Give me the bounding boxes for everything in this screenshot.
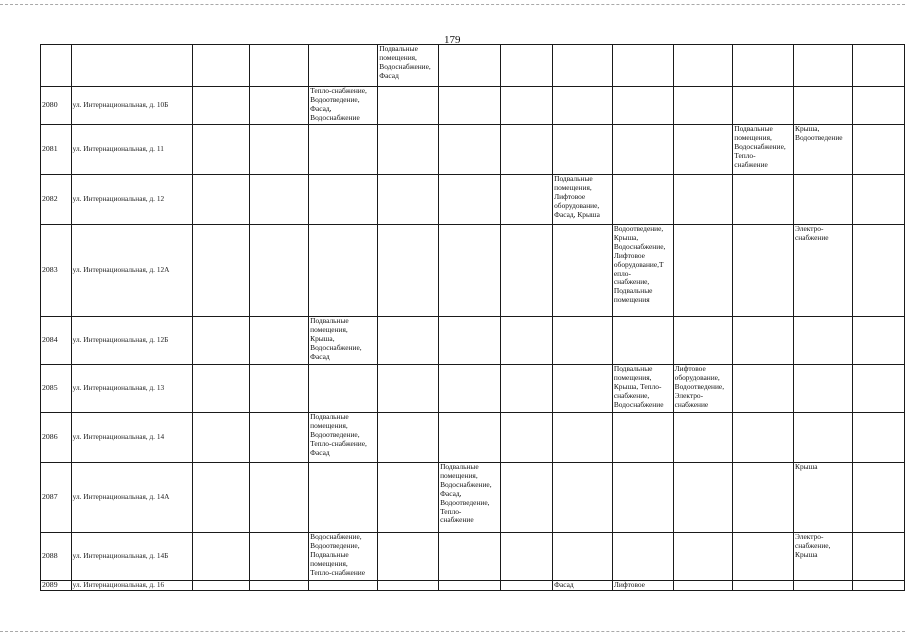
- work-type-cell: [250, 87, 309, 125]
- work-type-cell: [553, 463, 613, 533]
- work-type-cell: [193, 463, 250, 533]
- work-type-cell: [500, 87, 552, 125]
- work-type-cell: Крыша, Водоотведение: [794, 125, 853, 175]
- work-type-cell: [612, 87, 673, 125]
- work-type-cell: [193, 225, 250, 317]
- work-type-cell: Крыша: [794, 463, 853, 533]
- work-type-cell: [853, 533, 905, 581]
- address-cell: ул. Интернациональная, д. 12Б: [71, 317, 193, 365]
- work-type-cell: [733, 463, 794, 533]
- work-type-cell: [553, 225, 613, 317]
- work-type-cell: [500, 533, 552, 581]
- address-cell: ул. Интернациональная, д. 12: [71, 175, 193, 225]
- work-type-cell: [250, 463, 309, 533]
- work-type-cell: Электро- снабжение, Крыша: [794, 533, 853, 581]
- work-type-cell: [853, 87, 905, 125]
- work-type-cell: [853, 175, 905, 225]
- work-type-cell: [193, 365, 250, 413]
- work-type-cell: [853, 317, 905, 365]
- address-cell: ул. Интернациональная, д. 12А: [71, 225, 193, 317]
- work-type-cell: [612, 45, 673, 87]
- page-number: 179: [444, 34, 461, 46]
- table-row: [41, 175, 905, 225]
- work-type-cell: [794, 317, 853, 365]
- work-type-cell: [309, 175, 378, 225]
- work-type-cell: Подвальные помещения, Крыша, Водоснабжение, Фасад: [309, 317, 378, 365]
- table-row: [41, 125, 905, 175]
- work-type-cell: [500, 45, 552, 87]
- work-type-cell: [439, 317, 501, 365]
- work-type-cell: [309, 225, 378, 317]
- work-type-cell: [378, 317, 439, 365]
- work-type-cell: Подвальные помещения, Лифтовое оборудование, Фасад, Крыша: [553, 175, 613, 225]
- address-cell: ул. Интернациональная, д. 11: [71, 125, 193, 175]
- work-type-cell: [250, 317, 309, 365]
- work-type-cell: [378, 533, 439, 581]
- work-type-cell: [193, 45, 250, 87]
- work-type-cell: [439, 175, 501, 225]
- table-row: [41, 365, 905, 413]
- table-row: [41, 87, 905, 125]
- work-type-cell: Подвальные помещения, Водоснабжение, Фасад: [378, 45, 439, 87]
- page-bottom-edge: [0, 631, 905, 632]
- work-type-cell: [673, 225, 733, 317]
- work-type-cell: [553, 365, 613, 413]
- address-cell: ул. Интернациональная, д. 16: [71, 581, 193, 591]
- work-type-cell: [378, 413, 439, 463]
- work-type-cell: [309, 581, 378, 591]
- work-type-cell: [309, 45, 378, 87]
- work-type-cell: [794, 581, 853, 591]
- work-type-cell: Фасад: [553, 581, 613, 591]
- work-type-cell: [612, 175, 673, 225]
- work-type-cell: [250, 533, 309, 581]
- work-type-cell: [309, 365, 378, 413]
- work-type-cell: [673, 45, 733, 87]
- row-number-cell: 2088: [41, 533, 72, 581]
- work-type-cell: [378, 581, 439, 591]
- work-type-cell: [500, 413, 552, 463]
- work-type-cell: [794, 365, 853, 413]
- work-type-cell: [500, 317, 552, 365]
- row-number-cell: 2087: [41, 463, 72, 533]
- work-type-cell: [250, 581, 309, 591]
- work-type-cell: [673, 87, 733, 125]
- work-type-cell: [250, 365, 309, 413]
- work-type-cell: [500, 463, 552, 533]
- work-type-cell: [193, 175, 250, 225]
- work-type-cell: [378, 463, 439, 533]
- row-number-cell: 2089: [41, 581, 72, 591]
- work-type-cell: [794, 413, 853, 463]
- work-type-cell: [673, 125, 733, 175]
- work-type-cell: [553, 45, 613, 87]
- work-type-cell: Электро- снабжение: [794, 225, 853, 317]
- address-cell: ул. Интернациональная, д. 13: [71, 365, 193, 413]
- address-cell: ул. Интернациональная, д. 10Б: [71, 87, 193, 125]
- work-type-cell: [733, 413, 794, 463]
- work-type-cell: [250, 413, 309, 463]
- work-type-cell: [439, 87, 501, 125]
- work-type-cell: [553, 87, 613, 125]
- work-type-cell: Тепло-снабжение, Водоотведение, Фасад, Водоснабжение: [309, 87, 378, 125]
- work-type-cell: [500, 365, 552, 413]
- row-number-cell: [41, 45, 72, 87]
- work-type-cell: [500, 175, 552, 225]
- work-type-cell: Лифтовое оборудование, Водоотведение, Электро- снабжение: [673, 365, 733, 413]
- works-schedule-table: [40, 44, 905, 591]
- work-type-cell: [612, 317, 673, 365]
- work-type-cell: [853, 413, 905, 463]
- work-type-cell: [612, 125, 673, 175]
- address-cell: ул. Интернациональная, д. 14: [71, 413, 193, 463]
- work-type-cell: [439, 225, 501, 317]
- work-type-cell: [853, 125, 905, 175]
- work-type-cell: [673, 413, 733, 463]
- work-type-cell: [439, 45, 501, 87]
- work-type-cell: [193, 87, 250, 125]
- work-type-cell: [193, 125, 250, 175]
- work-type-cell: [733, 175, 794, 225]
- work-type-cell: Подвальные помещения, Крыша, Тепло- снабжение, Водоснабжение: [612, 365, 673, 413]
- work-type-cell: [612, 413, 673, 463]
- table-row: [41, 533, 905, 581]
- work-type-cell: [378, 125, 439, 175]
- work-type-cell: [193, 317, 250, 365]
- work-type-cell: [733, 87, 794, 125]
- page-top-edge: [0, 4, 905, 5]
- work-type-cell: [853, 463, 905, 533]
- work-type-cell: [733, 225, 794, 317]
- work-type-cell: [553, 317, 613, 365]
- row-number-cell: 2084: [41, 317, 72, 365]
- row-number-cell: 2080: [41, 87, 72, 125]
- work-type-cell: [853, 365, 905, 413]
- address-cell: ул. Интернациональная, д. 14Б: [71, 533, 193, 581]
- work-type-cell: [193, 533, 250, 581]
- work-type-cell: [309, 125, 378, 175]
- work-type-cell: [794, 87, 853, 125]
- work-type-cell: [673, 463, 733, 533]
- work-type-cell: Водоснабжение, Водоотведение, Подвальные помещения, Тепло-снабжение: [309, 533, 378, 581]
- work-type-cell: [500, 225, 552, 317]
- work-type-cell: Водоотведение, Крыша, Водоснабжение, Лифтовое оборудование,Т епло- снабжение, Подвальные помещения: [612, 225, 673, 317]
- work-type-cell: [553, 125, 613, 175]
- row-number-cell: 2085: [41, 365, 72, 413]
- work-type-cell: [673, 533, 733, 581]
- work-type-cell: [439, 413, 501, 463]
- work-type-cell: [853, 581, 905, 591]
- work-type-cell: [250, 225, 309, 317]
- work-type-cell: [250, 45, 309, 87]
- work-type-cell: [794, 45, 853, 87]
- table-row: [41, 413, 905, 463]
- work-type-cell: [733, 45, 794, 87]
- work-type-cell: [733, 317, 794, 365]
- work-type-cell: [673, 581, 733, 591]
- work-type-cell: [378, 225, 439, 317]
- work-type-cell: [612, 463, 673, 533]
- row-number-cell: 2082: [41, 175, 72, 225]
- row-number-cell: 2083: [41, 225, 72, 317]
- work-type-cell: Лифтовое: [612, 581, 673, 591]
- work-type-cell: [500, 581, 552, 591]
- work-type-cell: [378, 175, 439, 225]
- work-type-cell: [794, 175, 853, 225]
- work-type-cell: [733, 533, 794, 581]
- work-type-cell: [733, 365, 794, 413]
- work-type-cell: [439, 125, 501, 175]
- work-type-cell: Подвальные помещения, Водоснабжение, Фасад, Водоотведение, Тепло- снабжение: [439, 463, 501, 533]
- table-row: [41, 225, 905, 317]
- work-type-cell: [250, 175, 309, 225]
- table-row: [41, 317, 905, 365]
- table-row: [41, 463, 905, 533]
- work-type-cell: [439, 581, 501, 591]
- work-type-cell: [612, 533, 673, 581]
- row-number-cell: 2086: [41, 413, 72, 463]
- work-type-cell: [378, 87, 439, 125]
- work-type-cell: [193, 581, 250, 591]
- table-row: [41, 45, 905, 87]
- table-row: [41, 581, 905, 591]
- address-cell: ул. Интернациональная, д. 14А: [71, 463, 193, 533]
- work-type-cell: Подвальные помещения, Водоотведение, Тепло-снабжение, Фасад: [309, 413, 378, 463]
- work-type-cell: [853, 45, 905, 87]
- work-type-cell: Подвальные помещения, Водоснабжение, Тепло- снабжение: [733, 125, 794, 175]
- work-type-cell: [553, 413, 613, 463]
- row-number-cell: 2081: [41, 125, 72, 175]
- work-type-cell: [853, 225, 905, 317]
- work-type-cell: [250, 125, 309, 175]
- work-type-cell: [309, 463, 378, 533]
- address-cell: [71, 45, 193, 87]
- work-type-cell: [733, 581, 794, 591]
- work-type-cell: [673, 175, 733, 225]
- work-type-cell: [439, 365, 501, 413]
- work-type-cell: [673, 317, 733, 365]
- work-type-cell: [439, 533, 501, 581]
- work-type-cell: [193, 413, 250, 463]
- work-type-cell: [553, 533, 613, 581]
- work-type-cell: [378, 365, 439, 413]
- work-type-cell: [500, 125, 552, 175]
